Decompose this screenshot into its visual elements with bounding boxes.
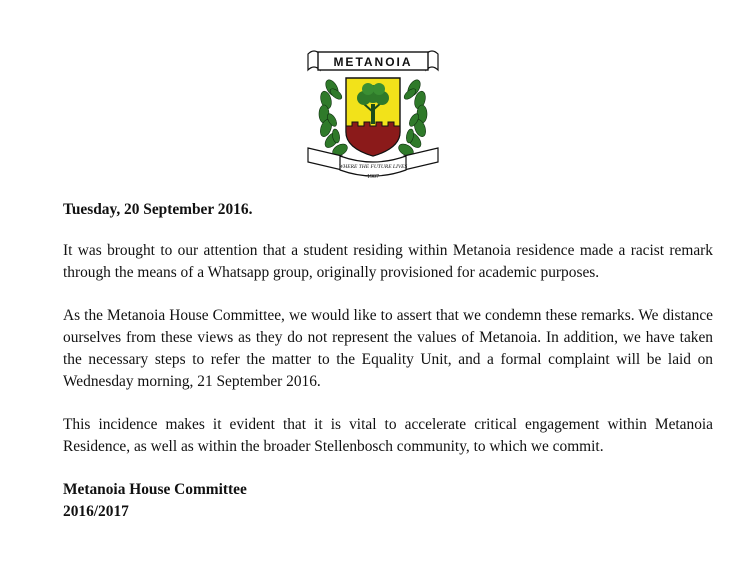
letter-date: Tuesday, 20 September 2016. xyxy=(63,201,253,218)
letter-paragraph-2: As the Metanoia House Committee, we would like to assert that we condemn these remarks. We distance ourselves from these views as they do not represent the values of Metanoia. In addition, we have taken the necessary steps to refer the matter to the Equality Unit, and a formal complaint will be laid on Wednesday morning, 21 September 2016. xyxy=(63,307,713,390)
laurel-wreath-right xyxy=(397,78,428,159)
signature-name: Metanoia House Committee xyxy=(63,481,247,498)
laurel-wreath-left xyxy=(318,78,349,159)
crest-top-banner xyxy=(308,51,438,70)
metanoia-crest-logo xyxy=(302,44,444,184)
letter-paragraph-1: It was brought to our attention that a student residing within Metanoia residence made a racist remark through the means of a Whatsapp group, originally provisioned for academic purposes. xyxy=(63,242,713,281)
crest-year: 1907 xyxy=(367,174,379,180)
signature-term: 2016/2017 xyxy=(63,503,129,520)
crest-motto: WHERE THE FUTURE LIVES xyxy=(338,164,408,170)
letter-body xyxy=(63,199,713,523)
crest-shield xyxy=(346,78,400,156)
letter-paragraph-3: This incidence makes it evident that it is vital to accelerate critical engagement within Metanoia Residence, as well as within the broader Stellenbosch community, to which we commit. xyxy=(63,416,713,455)
crest-banner-text: METANOIA xyxy=(333,55,413,69)
